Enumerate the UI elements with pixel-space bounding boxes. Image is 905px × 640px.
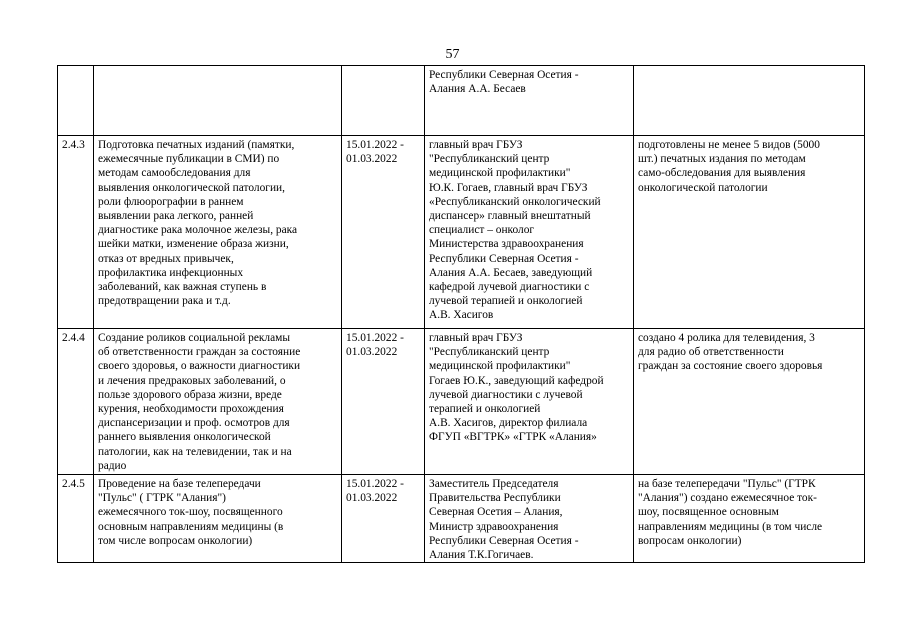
dates-cell: 15.01.2022 - 01.03.2022 <box>342 136 425 329</box>
dates-cell: 15.01.2022 - 01.03.2022 <box>342 475 425 563</box>
responsible-cell: Заместитель Председателя Правительства Республики Северная Осетия – Алания, Министр здравоохранения Республики Северная Осетия - Алания Т.К.Гогичаев. <box>425 475 634 563</box>
item-number-cell: 2.4.4 <box>58 329 94 475</box>
item-number-cell: 2.4.3 <box>58 136 94 329</box>
activity-cell: Проведение на базе телепередачи "Пульс" ( ГТРК "Алания") ежемесячного ток-шоу, посвященного основным направлениям медицины (в том числе вопросам онкологии) <box>94 475 342 563</box>
dates-cell <box>342 66 425 136</box>
item-number-cell <box>58 66 94 136</box>
activity-cell <box>94 66 342 136</box>
table-row <box>58 329 865 475</box>
responsible-cell: главный врач ГБУЗ "Республиканский центр медицинской профилактики" Гогаев Ю.К., заведующий кафедрой лучевой диагностики с лучевой терапией и онкологией А.В. Хасигов, директор филиала ФГУП «ВГТРК» «ГТРК «Алания» <box>425 329 634 475</box>
responsible-cell: Республики Северная Осетия - Алания А.А. Бесаев <box>425 66 634 136</box>
table-row <box>58 66 865 136</box>
responsible-cell: главный врач ГБУЗ "Республиканский центр медицинской профилактики" Ю.К. Гогаев, главный врач ГБУЗ «Республиканский онкологический диспансер» главный внештатный специалист – онколог Министерства здравоохранения Республики Северная Осетия - Алания А.А. Бесаев, заведующий кафедрой лучевой диагностики с лучевой терапией и онкологией А.В. Хасигов <box>425 136 634 329</box>
activity-table <box>57 65 865 563</box>
table-row <box>58 475 865 563</box>
activity-cell: Создание роликов социальной рекламы об ответственности граждан за состояние своего здоровья, о важности диагностики и лечения предраковых заболеваний, о пользе здорового образа жизни, вреде курения, необходимости прохождения диспансеризации и проф. осмотров для раннего выявления онкологической патологии, как на телевидении, так и на радио <box>94 329 342 475</box>
table-row <box>58 136 865 329</box>
activity-cell: Подготовка печатных изданий (памятки, ежемесячные публикации в СМИ) по методам самообследования для выявления онкологической патологии, роли флюорографии в раннем выявлении рака легкого, ранней диагностике рака молочное железы, рака шейки матки, изменение образа жизни, отказ от вредных привычек, профилактика инфекционных заболеваний, как важная ступень в предотвращении рака и т.д. <box>94 136 342 329</box>
page-number: 57 <box>445 47 460 62</box>
dates-cell: 15.01.2022 - 01.03.2022 <box>342 329 425 475</box>
result-cell: подготовлены не менее 5 видов (5000 шт.) печатных издания по методам само-обследования для выявления онкологической патологии <box>634 136 865 329</box>
result-cell: на базе телепередачи "Пульс" (ГТРК "Алания") создано ежемесячное ток- шоу, посвященное основным направлениям медицины (в том числе вопросам онкологии) <box>634 475 865 563</box>
item-number-cell: 2.4.5 <box>58 475 94 563</box>
result-cell <box>634 66 865 136</box>
result-cell: создано 4 ролика для телевидения, 3 для радио об ответственности граждан за состояние своего здоровья <box>634 329 865 475</box>
